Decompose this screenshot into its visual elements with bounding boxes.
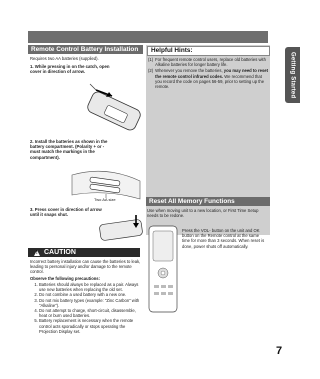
side-tab-label: Getting Started [289,51,296,99]
battery-section-title: Remote Control Battery Installation [28,45,143,54]
hints-list [148,57,268,89]
reset-section-title: Reset All Memory Functions [146,197,270,206]
battery-requirement: Requires two AA batteries (supplied). [30,56,99,61]
reset-intro: Use when moving unit to a new location, or First Time Setup needs to be redone. [147,208,259,219]
step-text: Install the batteries as shown in the battery compartment. (Polarity + or - must match the markings in the compartment). [30,139,108,160]
hint-item-1 [148,57,268,67]
hint-item-2 [148,68,268,89]
warning-icon [34,250,40,256]
reset-instruction: Press the VOL- button on the unit and OK button on the Remote control at the same time for more than 3 seconds. When reset is done, power shuts off automatically. [182,228,265,249]
hint-text: For frequent remote control users, replace old batteries with Alkaline batteries for longer battery life. [155,57,266,68]
hint-text-rest: We recommend that you record the code on pages 56-59, prior to setting up the remote. [155,73,265,90]
remote-cover-close-illustration [96,212,144,248]
step-text: Press cover in direction of arrow until it snaps shut. [30,207,102,218]
section-side-tab [285,47,300,103]
precaution-item: 5. Battery replacement is necessary when the remote control acts sporadically or stops operating the Projection Display set. [39,318,145,334]
caution-banner [28,248,140,257]
step-number: 1. [30,64,34,69]
remote-and-unit-illustration [148,225,178,313]
top-banner-bar [28,31,268,43]
hint-text-plain: Whenever you remove the batteries, [155,68,224,74]
battery-step-1 [30,64,110,74]
step-text: While pressing in on the catch, open cover in direction of arrow. [30,64,110,75]
page-number: 7 [276,345,283,357]
battery-figure-label: Two AA size [94,197,116,202]
precautions-list [30,282,145,334]
precaution-item: 2. Do not combine a used battery with a new one. [39,292,145,297]
step-number: 3. [30,207,34,212]
caution-label: CAUTION [44,249,76,256]
remote-cover-open-illustration [84,78,142,136]
hint-text-bold: you may need to reset the remote control infrared codes. [155,68,269,79]
hints-title: Helpful Hints: [147,46,270,56]
precautions-title: Observe the following precautions: [30,276,101,281]
step-number: 2. [30,139,34,144]
hint-number: (2) [148,68,154,74]
hint-text [155,68,268,89]
precaution-item: 3. Do not mix battery types (example: "Zinc Carbon" with "Alkaline"). [39,298,145,308]
precaution-item: 4. Do not attempt to charge, short-circuit, disassemble, heat or burn used batteries. [39,308,145,318]
caution-intro: Incorrect battery installation can cause the batteries to leak, leading to personal injury and/or damage to the remote control. [30,259,141,275]
precaution-item: 1. Batteries should always be replaced as a pair. Always use new batteries when replacing the old set. [39,282,145,292]
hint-number: (1) [148,57,154,62]
battery-step-2 [30,139,110,160]
